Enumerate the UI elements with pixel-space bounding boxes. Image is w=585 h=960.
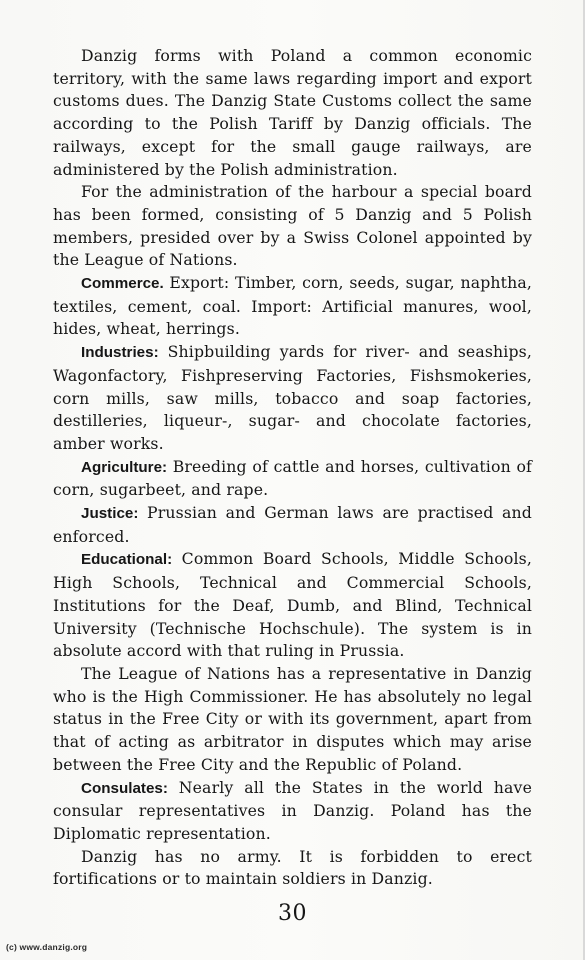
paragraph-text: Breeding of cattle and horses, cultivation of corn, sugarbeet, and rape. xyxy=(53,456,533,500)
paragraph-text: Danzig forms with Poland a common economic territory, with the same laws regarding import and export customs dues. The Danzig State Customs collect the same according to the Polish Tariff by Danzig officials. The railways, except for the small gauge railways, are administered by the Polish administration. xyxy=(53,46,532,179)
paragraph-text: Export: Timber, corn, seeds, sugar, naphtha, textiles, cement, coal. Import: Artificial manures, wool, hides, wheat, herrings. xyxy=(53,273,532,339)
paragraph-commerce xyxy=(53,272,532,341)
paragraph-text: Nearly all the States in the world have consular representatives in Danzig. Poland has the Diplomatic representation. xyxy=(53,777,532,843)
paragraph-educational xyxy=(53,548,532,663)
section-heading: Justice: xyxy=(81,505,139,523)
paragraph-text: Prussian and German laws are practised and enforced. xyxy=(53,503,532,546)
section-heading: Educational: xyxy=(81,551,173,569)
page-number: 30 xyxy=(278,901,307,926)
paragraph-text: The League of Nations has a representative in Danzig who is the High Commissioner. He has absolutely no legal status in the Free City or with its government, apart from that of acting as arbitrator in disputes which may arise between the Free City and the Republic of Poland. xyxy=(53,663,532,774)
paragraph-text: Danzig has no army. It is forbidden to erect fortifications or to maintain soldiers in Danzig. xyxy=(53,846,532,889)
paragraph-customs xyxy=(53,45,532,181)
paragraph-industries xyxy=(53,341,532,456)
paragraph-text: Shipbuilding yards for river- and seaships, Wagonfactory, Fishpreserving Factories, Fishsmokeries, corn mills, saw mills, tobacco and soap factories, destilleries, liqueur-, sugar- and chocolate factories, amber works. xyxy=(53,342,532,453)
paragraph-harbour xyxy=(53,181,532,272)
section-heading: Commerce. xyxy=(81,275,164,293)
section-heading: Consulates: xyxy=(81,779,168,797)
section-heading: Agriculture: xyxy=(81,458,168,476)
paragraph-text: Common Board Schools, Middle Schools, High Schools, Technical and Commercial Schools, Institutions for the Deaf, Dumb, and Blind, Technical University (Technische Hochschule). The system is in absolute accord with that ruling in Prussia. xyxy=(53,549,532,661)
paragraph-justice xyxy=(53,502,532,548)
section-heading: Industries: xyxy=(81,344,159,362)
paragraph-league xyxy=(53,663,532,777)
body-text xyxy=(53,45,532,891)
paragraph-agriculture xyxy=(53,456,532,502)
copyright-watermark: (c) www.danzig.org xyxy=(6,942,88,952)
paragraph-army xyxy=(53,846,532,891)
paragraph-text: For the administration of the harbour a special board has been formed, consisting of 5 Danzig and 5 Polish members, presided over by a Swiss Colonel appointed by the League of Nations. xyxy=(53,182,532,270)
paragraph-consulates xyxy=(53,777,532,846)
